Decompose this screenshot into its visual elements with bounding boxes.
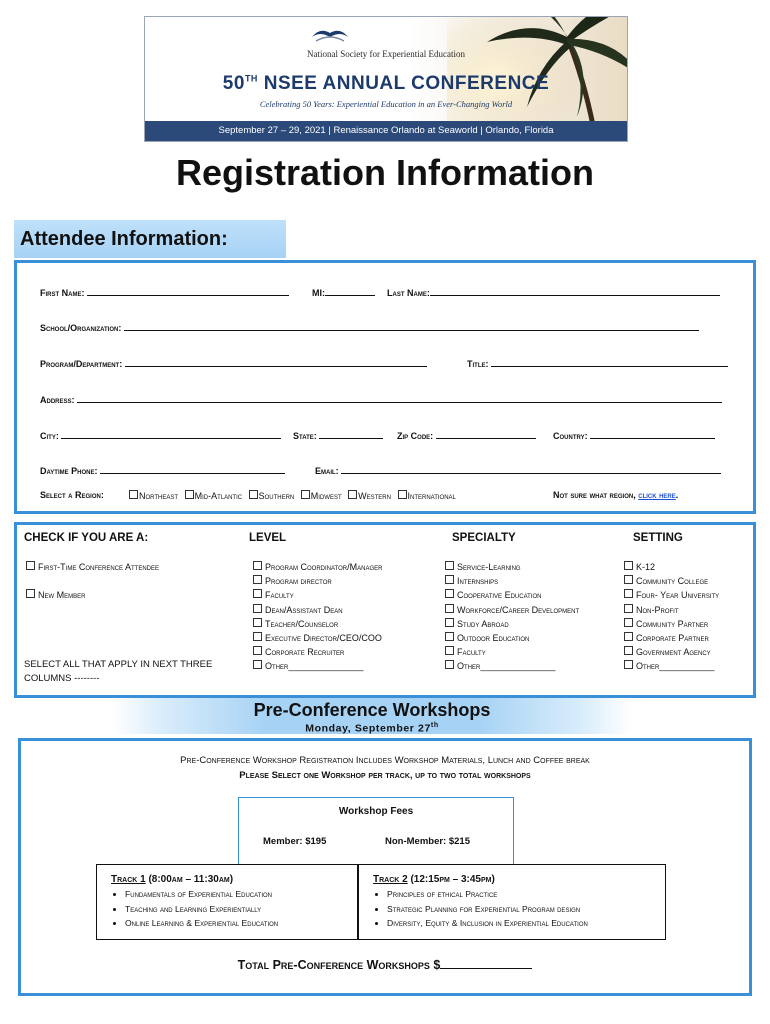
region-checkbox-international[interactable]: International [398, 491, 456, 501]
conference-banner [144, 16, 628, 142]
setting-checkbox-k12[interactable]: K-12 [624, 560, 719, 574]
level-checkbox-program-director[interactable]: Program director [253, 574, 382, 588]
workshop-intro: Pre-Conference Workshop Registration Includes Workshop Materials, Lunch and Coffee break [180, 755, 590, 766]
region-options [129, 490, 456, 501]
conference-name: 50TH NSEE ANNUAL CONFERENCE [222, 73, 550, 94]
specialty-checkbox-other[interactable]: Other_______________ [445, 659, 579, 673]
workshop-instruction: Please Select one Workshop per track, up to two total workshops [239, 770, 531, 781]
region-help: Not sure what region, click here. [553, 490, 679, 500]
specialty-checkbox-service-learning[interactable]: Service-Learning [445, 560, 579, 574]
specialty-checkbox-workforce[interactable]: Workforce/Career Development [445, 603, 579, 617]
attendee-type-list [26, 560, 159, 602]
program-field[interactable]: Program/Department: [40, 356, 427, 369]
email-field[interactable]: Email: [315, 463, 721, 476]
new-member-checkbox[interactable]: New Member [26, 588, 159, 602]
level-checkbox-teacher[interactable]: Teacher/Counselor [253, 617, 382, 631]
fees-title: Workshop Fees [338, 806, 414, 817]
region-checkbox-western[interactable]: Western [348, 491, 391, 501]
city-field[interactable]: City: [40, 428, 281, 441]
setting-checkbox-community-partner[interactable]: Community Partner [624, 617, 719, 631]
setting-checkbox-non-profit[interactable]: Non-Profit [624, 603, 719, 617]
first-time-attendee-checkbox[interactable]: First-Time Conference Attendee [26, 560, 159, 574]
specialty-checkbox-cooperative[interactable]: Cooperative Education [445, 588, 579, 602]
specialty-column-header: SPECIALTY [452, 532, 516, 544]
level-checkbox-faculty[interactable]: Faculty [253, 588, 382, 602]
setting-options [624, 560, 719, 674]
check-column-header: CHECK IF YOU ARE A: [24, 532, 149, 544]
specialty-checkbox-internships[interactable]: Internships [445, 574, 579, 588]
setting-checkbox-corporate-partner[interactable]: Corporate Partner [624, 631, 719, 645]
workshops-date: Monday, September 27th [305, 722, 439, 735]
conference-tagline: Celebrating 50 Years: Experiential Education in an Ever-Changing World [259, 99, 513, 109]
setting-checkbox-university[interactable]: Four- Year University [624, 588, 719, 602]
last-name-field[interactable]: Last Name: [387, 285, 720, 298]
region-checkbox-mid-atlantic[interactable]: Mid-Atlantic [185, 491, 243, 501]
zip-field[interactable]: Zip Code: [397, 428, 536, 441]
setting-column-header: SETTING [633, 532, 683, 544]
workshops-title: Pre-Conference Workshops [253, 700, 491, 720]
workshop-fees-box [238, 797, 514, 865]
page-title: Registration Information [175, 152, 594, 193]
track-2-list [371, 887, 588, 931]
level-options [253, 560, 382, 674]
mi-field[interactable]: MI: [312, 285, 375, 298]
setting-checkbox-other[interactable]: Other___________ [624, 659, 719, 673]
level-checkbox-program-coordinator[interactable]: Program Coordinator/Manager [253, 560, 382, 574]
track-1-box [96, 864, 358, 940]
level-checkbox-dean[interactable]: Dean/Assistant Dean [253, 603, 382, 617]
conference-details: September 27 – 29, 2021 | Renaissance Orlando at Seaworld | Orlando, Florida [145, 121, 627, 141]
workshops-total-field[interactable]: Total Pre-Conference Workshops $ [0, 958, 770, 972]
track-1-title: Track 1 (8:00am – 11:30am) [111, 874, 234, 885]
track-2-box [358, 864, 666, 940]
country-field[interactable]: Country: [553, 428, 715, 441]
member-fee: Member: $195 [263, 836, 327, 847]
first-name-field[interactable]: First Name: [40, 285, 289, 298]
level-column-header: LEVEL [249, 532, 287, 544]
region-help-link[interactable]: click here [638, 490, 676, 500]
select-all-note: SELECT ALL THAT APPLY IN NEXT THREE COLUMNS -------- [24, 659, 213, 684]
track-2-option[interactable]: • Diversity, Equity & Inclusion in Experiential Education [387, 916, 588, 931]
specialty-checkbox-study-abroad[interactable]: Study Abroad [445, 617, 579, 631]
nonmember-fee: Non-Member: $215 [385, 836, 470, 847]
attendee-section-header: Attendee Information: [14, 220, 286, 258]
track-1-option[interactable]: • Teaching and Learning Experientially [125, 902, 278, 917]
region-checkbox-northeast[interactable]: Northeast [129, 491, 178, 501]
region-checkbox-midwest[interactable]: Midwest [301, 491, 342, 501]
track-2-option[interactable]: • Principles of ethical Practice [387, 887, 588, 902]
level-checkbox-other[interactable]: Other_______________ [253, 659, 382, 673]
phone-field[interactable]: Daytime Phone: [40, 463, 285, 476]
school-field[interactable]: School/Organization: [40, 320, 699, 333]
nsee-logo [310, 25, 350, 47]
society-name: National Society for Experiential Education [307, 49, 465, 59]
level-checkbox-recruiter[interactable]: Corporate Recruiter [253, 645, 382, 659]
track-1-list [109, 887, 278, 931]
setting-checkbox-community-college[interactable]: Community College [624, 574, 719, 588]
address-field[interactable]: Address: [40, 392, 722, 405]
level-checkbox-executive[interactable]: Executive Director/CEO/COO [253, 631, 382, 645]
title-field[interactable]: Title: [467, 356, 728, 369]
setting-checkbox-government[interactable]: Government Agency [624, 645, 719, 659]
track-1-option[interactable]: • Fundamentals of Experiential Education [125, 887, 278, 902]
track-2-title: Track 2 (12:15pm – 3:45pm) [373, 874, 495, 885]
specialty-checkbox-faculty[interactable]: Faculty [445, 645, 579, 659]
region-checkbox-southern[interactable]: Southern [249, 491, 295, 501]
state-field[interactable]: State: [293, 428, 383, 441]
track-2-option[interactable]: • Strategic Planning for Experiential Program design [387, 902, 588, 917]
specialty-options [445, 560, 579, 674]
track-1-option[interactable]: • Online Learning & Experiential Education [125, 916, 278, 931]
region-label: Select a Region: [40, 490, 104, 500]
specialty-checkbox-outdoor[interactable]: Outdoor Education [445, 631, 579, 645]
